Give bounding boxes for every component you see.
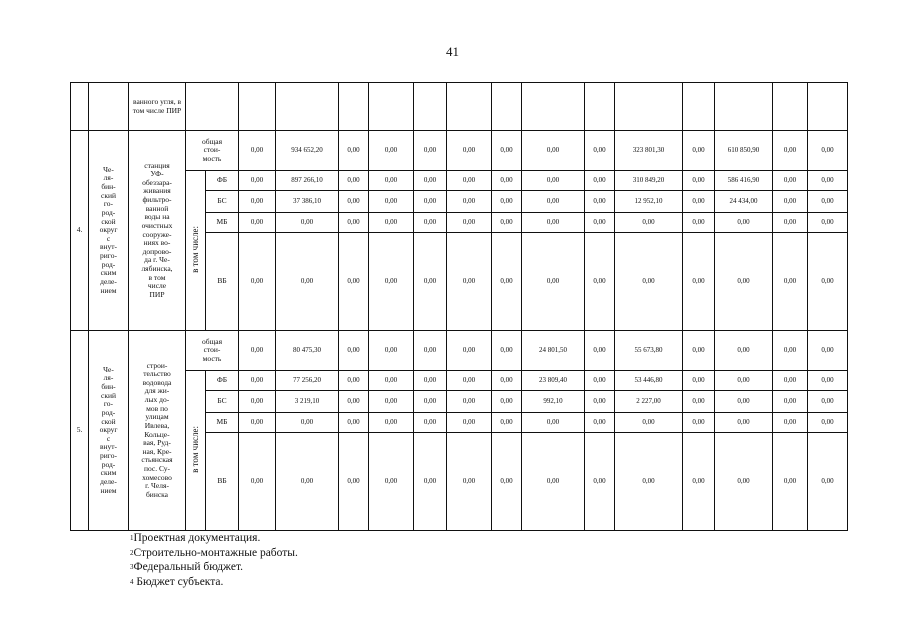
footnote-mark: 4 xyxy=(130,577,134,586)
cell-value: 0,00 xyxy=(414,191,447,213)
cell-value: 0,00 xyxy=(414,233,447,331)
cell-value: 0,00 xyxy=(447,191,492,213)
cell-value: 0,00 xyxy=(276,413,339,433)
cell-fund: БС xyxy=(206,191,239,213)
cell-value: 0,00 xyxy=(369,213,414,233)
table-row xyxy=(71,371,848,391)
cell-value: 0,00 xyxy=(808,191,848,213)
cell-value: 0,00 xyxy=(522,433,585,531)
footnote xyxy=(130,560,298,575)
cell-no: 5. xyxy=(71,331,89,531)
cell-value: 0,00 xyxy=(683,433,715,531)
cell-value: 0,00 xyxy=(808,391,848,413)
cell-value: 0,00 xyxy=(239,331,276,371)
footnote-text: Строительно-монтажные работы. xyxy=(133,546,298,559)
cell-value: 0,00 xyxy=(492,371,522,391)
cell-value: 0,00 xyxy=(414,213,447,233)
cell-value: 0,00 xyxy=(808,171,848,191)
cell-value: 0,00 xyxy=(492,433,522,531)
cell-value: 0,00 xyxy=(808,371,848,391)
cell-value xyxy=(339,83,369,131)
cell-total-label: общая стои- мость xyxy=(186,331,239,371)
cell-value: 0,00 xyxy=(339,331,369,371)
cell-value: 0,00 xyxy=(585,413,615,433)
cell-value: 0,00 xyxy=(773,371,808,391)
cell-value: 0,00 xyxy=(414,433,447,531)
cell-value: 0,00 xyxy=(414,413,447,433)
cell-value: 0,00 xyxy=(773,213,808,233)
cell-object: станция УФ- обеззара- живания фильтро- ванной воды на очистных сооруже- ниях во- допрово- да г. Че- лябинска, в том числе ПИР xyxy=(129,131,186,331)
cell-value: 0,00 xyxy=(339,413,369,433)
cell-value: 0,00 xyxy=(369,371,414,391)
cell-fund: ФБ xyxy=(206,371,239,391)
cell-value: 0,00 xyxy=(615,233,683,331)
cell-location: Че- ля- бин- ский го- род- ской округ с внут- риго- род- ским деле- нием xyxy=(89,331,129,531)
cell-value: 0,00 xyxy=(615,413,683,433)
cell-value: 0,00 xyxy=(492,131,522,171)
cell-value: 0,00 xyxy=(447,331,492,371)
footnote xyxy=(130,575,298,590)
cell-value: 0,00 xyxy=(492,171,522,191)
cell-fund: МБ xyxy=(206,413,239,433)
cell-value: 0,00 xyxy=(773,191,808,213)
cell-value: 0,00 xyxy=(683,213,715,233)
cell-value: 0,00 xyxy=(522,233,585,331)
footnote-text: Бюджет субъекта. xyxy=(133,575,224,588)
cell-value: 77 256,20 xyxy=(276,371,339,391)
cell-fund: ВБ xyxy=(206,433,239,531)
cell-value: 0,00 xyxy=(808,233,848,331)
cell-value: 0,00 xyxy=(447,171,492,191)
cell-value: 0,00 xyxy=(715,233,773,331)
cell-value: 0,00 xyxy=(683,233,715,331)
footnote-mark: 2 xyxy=(130,548,134,557)
cell-value: 0,00 xyxy=(339,391,369,413)
footnotes xyxy=(130,531,298,589)
cell-value: 0,00 xyxy=(808,433,848,531)
cell-value xyxy=(683,83,715,131)
cell-value: 0,00 xyxy=(615,213,683,233)
cell-value xyxy=(773,83,808,131)
footnote xyxy=(130,546,298,561)
cell-value: 2 227,00 xyxy=(615,391,683,413)
cell-value xyxy=(369,83,414,131)
cell-value: 24 801,50 xyxy=(522,331,585,371)
cell-value: 0,00 xyxy=(339,233,369,331)
cell-value: 0,00 xyxy=(522,131,585,171)
cell-value: 0,00 xyxy=(585,213,615,233)
cell-value: 0,00 xyxy=(773,331,808,371)
cell-value xyxy=(522,83,585,131)
cell-value: 0,00 xyxy=(522,413,585,433)
cell-value: 0,00 xyxy=(239,371,276,391)
cell-value: 0,00 xyxy=(369,191,414,213)
cell-value: 0,00 xyxy=(808,131,848,171)
cell-value: 0,00 xyxy=(492,213,522,233)
cell-total-label: общая стои- мость xyxy=(186,131,239,171)
cell-value: 0,00 xyxy=(339,171,369,191)
table-row-continuation xyxy=(71,83,848,131)
cell-value xyxy=(615,83,683,131)
cell-value: 0,00 xyxy=(615,433,683,531)
cell-value: 0,00 xyxy=(683,371,715,391)
cell-value: 0,00 xyxy=(522,191,585,213)
cell-value xyxy=(715,83,773,131)
cell-value: 55 673,80 xyxy=(615,331,683,371)
cell-value: 0,00 xyxy=(715,413,773,433)
cell-value: 0,00 xyxy=(585,391,615,413)
cell-value: 0,00 xyxy=(339,131,369,171)
cell-fund: БС xyxy=(206,391,239,413)
footnote-mark: 3 xyxy=(130,563,134,572)
cell-value: 992,10 xyxy=(522,391,585,413)
cell-value xyxy=(414,83,447,131)
cell-value: 0,00 xyxy=(715,331,773,371)
footnote-mark: 1 xyxy=(130,534,134,542)
footnote-text: Федеральный бюджет. xyxy=(133,561,243,574)
cell-value: 0,00 xyxy=(239,391,276,413)
in-that-number-label: в том числе: xyxy=(190,425,201,473)
cell-value: 0,00 xyxy=(239,433,276,531)
cell-value: 0,00 xyxy=(808,213,848,233)
cell-value: 0,00 xyxy=(773,433,808,531)
cell-location xyxy=(89,83,129,131)
cell-fund: МБ xyxy=(206,213,239,233)
cell-value: 0,00 xyxy=(339,213,369,233)
cell-value: 0,00 xyxy=(715,371,773,391)
cell-value: 0,00 xyxy=(522,213,585,233)
cell-value: 0,00 xyxy=(414,391,447,413)
cell-value: 0,00 xyxy=(808,331,848,371)
cell-value: 0,00 xyxy=(585,331,615,371)
cell-object: ванного угля, в том числе ПИР xyxy=(129,83,186,131)
cell-value: 0,00 xyxy=(414,171,447,191)
cell-in-that-number xyxy=(186,371,206,531)
cell-value: 0,00 xyxy=(447,213,492,233)
cell-value: 0,00 xyxy=(447,413,492,433)
cell-value: 0,00 xyxy=(585,191,615,213)
cell-value: 0,00 xyxy=(683,131,715,171)
cell-value: 0,00 xyxy=(339,191,369,213)
cell-value: 0,00 xyxy=(492,191,522,213)
cell-value xyxy=(808,83,848,131)
cell-value: 0,00 xyxy=(773,413,808,433)
footnote-text: Проектная документация. xyxy=(133,532,261,544)
cell-fund: ФБ xyxy=(206,171,239,191)
cell-in-that-number xyxy=(186,171,206,331)
cell-value: 0,00 xyxy=(276,433,339,531)
cell-value: 0,00 xyxy=(414,371,447,391)
cell-value: 0,00 xyxy=(683,171,715,191)
cell-value: 53 446,80 xyxy=(615,371,683,391)
cell-value: 0,00 xyxy=(239,131,276,171)
cell-no xyxy=(71,83,89,131)
cell-value: 897 266,10 xyxy=(276,171,339,191)
cell-value: 0,00 xyxy=(683,413,715,433)
cell-value: 12 952,10 xyxy=(615,191,683,213)
cell-value: 0,00 xyxy=(369,171,414,191)
table-row xyxy=(71,131,848,171)
cell-value: 0,00 xyxy=(773,233,808,331)
cell-value: 0,00 xyxy=(339,371,369,391)
cell-value: 0,00 xyxy=(447,433,492,531)
cell-location: Че- ля- бин- ский го- род- ской округ с внут- риго- род- ским деле- нием xyxy=(89,131,129,331)
cell-value: 586 416,90 xyxy=(715,171,773,191)
cell-value: 610 850,90 xyxy=(715,131,773,171)
cell-value: 0,00 xyxy=(585,371,615,391)
cell-fund: ВБ xyxy=(206,233,239,331)
cell-value: 0,00 xyxy=(369,391,414,413)
cell-value: 0,00 xyxy=(239,191,276,213)
cell-no: 4. xyxy=(71,131,89,331)
cell-value: 0,00 xyxy=(239,171,276,191)
cell-value xyxy=(492,83,522,131)
cell-value: 0,00 xyxy=(492,331,522,371)
cell-value: 0,00 xyxy=(369,131,414,171)
cell-value: 0,00 xyxy=(369,233,414,331)
cell-value: 0,00 xyxy=(414,131,447,171)
cell-value xyxy=(276,83,339,131)
page-number: 41 xyxy=(446,44,459,59)
cell-value: 0,00 xyxy=(522,171,585,191)
cell-value: 0,00 xyxy=(585,131,615,171)
cell-value: 37 386,10 xyxy=(276,191,339,213)
cell-value xyxy=(447,83,492,131)
cell-value: 0,00 xyxy=(808,413,848,433)
cell-value: 0,00 xyxy=(773,131,808,171)
table-row xyxy=(71,331,848,371)
cell-value: 0,00 xyxy=(492,413,522,433)
cell-value: 80 475,30 xyxy=(276,331,339,371)
cell-value: 0,00 xyxy=(773,391,808,413)
cell-value: 0,00 xyxy=(585,233,615,331)
cell-value: 0,00 xyxy=(492,391,522,413)
cell-value: 0,00 xyxy=(715,213,773,233)
cell-fund xyxy=(186,83,239,131)
cell-value: 0,00 xyxy=(683,391,715,413)
cell-value: 0,00 xyxy=(683,191,715,213)
cell-value: 0,00 xyxy=(414,331,447,371)
cell-value: 24 434,00 xyxy=(715,191,773,213)
cell-value: 23 809,40 xyxy=(522,371,585,391)
cell-value xyxy=(585,83,615,131)
in-that-number-label: в том числе: xyxy=(190,225,201,273)
budget-table xyxy=(70,82,848,531)
cell-value: 0,00 xyxy=(447,233,492,331)
cell-value: 0,00 xyxy=(369,331,414,371)
cell-value: 0,00 xyxy=(339,433,369,531)
cell-value: 0,00 xyxy=(239,213,276,233)
footnote xyxy=(130,531,298,546)
cell-value: 310 849,20 xyxy=(615,171,683,191)
cell-value: 0,00 xyxy=(492,233,522,331)
cell-value: 0,00 xyxy=(369,413,414,433)
cell-value: 0,00 xyxy=(683,331,715,371)
cell-value: 934 652,20 xyxy=(276,131,339,171)
cell-value: 0,00 xyxy=(447,391,492,413)
cell-value: 0,00 xyxy=(276,233,339,331)
cell-value: 0,00 xyxy=(447,131,492,171)
cell-value: 0,00 xyxy=(276,213,339,233)
cell-value: 0,00 xyxy=(715,391,773,413)
cell-value: 0,00 xyxy=(715,433,773,531)
cell-value xyxy=(239,83,276,131)
cell-value: 0,00 xyxy=(585,433,615,531)
cell-value: 0,00 xyxy=(585,171,615,191)
table-row xyxy=(71,171,848,191)
cell-value: 0,00 xyxy=(369,433,414,531)
cell-value: 0,00 xyxy=(447,371,492,391)
cell-value: 0,00 xyxy=(239,413,276,433)
cell-value: 0,00 xyxy=(773,171,808,191)
cell-value: 3 219,10 xyxy=(276,391,339,413)
cell-value: 323 801,30 xyxy=(615,131,683,171)
cell-value: 0,00 xyxy=(239,233,276,331)
cell-object: строи- тельство водовода для жи- лых до- мов по улицам Ивлева, Кольце- вая, Руд- ная, Кре- стьянская пос. Су- хомесово г. Челя- бинска xyxy=(129,331,186,531)
